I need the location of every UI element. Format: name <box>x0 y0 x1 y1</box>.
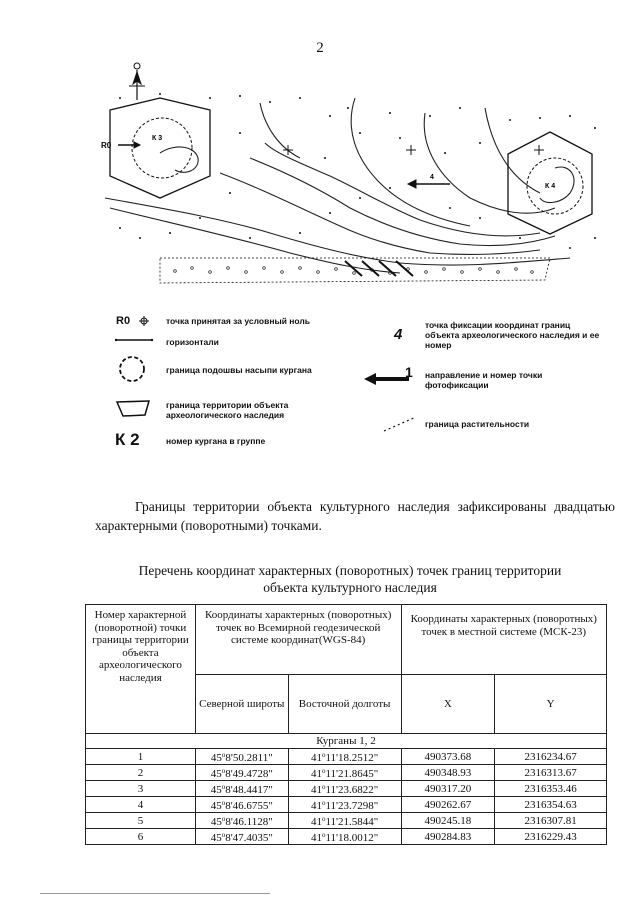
cell-point-number: 4 <box>86 797 196 813</box>
kurgan-base-k3 <box>132 118 192 178</box>
table-row <box>86 781 607 797</box>
cell-y: 2316229.43 <box>495 829 607 845</box>
r0-point-icon <box>118 142 140 148</box>
cell-point-number: 3 <box>86 781 196 797</box>
photo-arrow-icon <box>408 180 450 188</box>
group-label: Курганы 1, 2 <box>86 734 607 749</box>
territory-boundary-k3 <box>110 98 210 198</box>
legend-text-r0: точка принятая за условный ноль <box>166 316 311 326</box>
cell-y: 2316307.81 <box>495 813 607 829</box>
cell-x: 490348.93 <box>401 765 495 781</box>
legend-text-kurgan-number: номер кургана в группе <box>166 436 266 446</box>
cell-x: 490245.18 <box>401 813 495 829</box>
cell-y: 2316353.46 <box>495 781 607 797</box>
kurgan-label-k3: К 3 <box>152 135 163 142</box>
header-wgs-group: Координаты характерных (поворотных) точек во Всемирной геодезической системе координат(WGS-84) <box>195 605 401 675</box>
bottom-rule <box>40 893 270 894</box>
header-y: Y <box>495 674 607 733</box>
kurgan-label-k4: К 4 <box>545 183 556 190</box>
cell-x: 490262.67 <box>401 797 495 813</box>
cell-longitude: 41$^o$11'21.5844" <box>288 813 401 829</box>
contour-line-icon <box>114 334 154 346</box>
table-row <box>86 749 607 765</box>
legend-text-coordinate-point: точка фиксации координат границ объекта археологического наследия и ее номер <box>425 320 600 350</box>
paragraph: Границы территории объекта культурного наследия зафиксированы двадцатью характерными (поворотными) точками. <box>95 499 615 533</box>
legend-text-territory: граница территории объекта археологического наследия <box>166 400 289 420</box>
table-title-line-1: Перечень координат характерных (поворотных) точек границ территории <box>138 563 562 578</box>
cell-longitude: 41$^o$11'21.8645" <box>288 765 401 781</box>
vegetation-boundary-icon <box>382 414 418 434</box>
cell-latitude: 45$^o$8'46.1128" <box>195 813 288 829</box>
cell-point-number: 6 <box>86 829 196 845</box>
topographic-plan <box>100 58 610 293</box>
cross-marks <box>283 145 544 155</box>
cell-latitude: 45$^o$8'49.4728" <box>195 765 288 781</box>
legend-text-vegetation: граница растительности <box>425 419 530 429</box>
legend-symbol-r0: R0 <box>116 315 131 327</box>
legend-symbol-point-4: 4 <box>394 326 403 343</box>
table-title-line-2: объекта культурного наследия <box>263 580 437 595</box>
cell-point-number: 2 <box>86 765 196 781</box>
legend-symbol-photo-1: 1 <box>405 364 413 380</box>
cell-longitude: 41$^o$11'23.7298" <box>288 797 401 813</box>
r0-point-icon <box>139 316 149 326</box>
header-longitude: Восточной долготы <box>288 674 401 733</box>
territory-boundary-icon <box>115 398 153 420</box>
cell-y: 2316313.67 <box>495 765 607 781</box>
header-latitude: Северной широты <box>195 674 288 733</box>
cell-x: 490373.68 <box>401 749 495 765</box>
page-number: 2 <box>316 40 324 56</box>
kurgan-base-icon <box>117 354 147 384</box>
cell-longitude: 41$^o$11'18.2512" <box>288 749 401 765</box>
table-row <box>86 829 607 845</box>
coordinates-table <box>85 604 607 845</box>
table-row <box>86 813 607 829</box>
r0-label: R0 <box>101 141 112 150</box>
cell-x: 490284.83 <box>401 829 495 845</box>
legend-text-kurgan-base: граница подошвы насыпи кургана <box>166 365 312 375</box>
header-point-number: Номер характерной (поворотной) точки границы территории объекта археологического наследия <box>86 605 196 734</box>
cell-y: 2316234.67 <box>495 749 607 765</box>
table-row <box>86 765 607 781</box>
legend-symbol-k2: К 2 <box>115 430 140 449</box>
cell-latitude: 45$^o$8'48.4417" <box>195 781 288 797</box>
table-title <box>100 562 600 596</box>
cell-longitude: 41$^o$11'23.6822" <box>288 781 401 797</box>
vegetation-band <box>160 258 550 283</box>
header-x: X <box>401 674 495 733</box>
cell-latitude: 45$^o$8'47.4035" <box>195 829 288 845</box>
cell-y: 2316354.63 <box>495 797 607 813</box>
north-arrow-icon <box>129 63 145 100</box>
cell-x: 490317.20 <box>401 781 495 797</box>
contour-lines <box>105 98 574 273</box>
legend-text-contours: горизонтали <box>166 337 219 347</box>
cell-point-number: 5 <box>86 813 196 829</box>
photo-arrow-number: 4 <box>430 174 434 181</box>
cell-latitude: 45$^o$8'46.6755" <box>195 797 288 813</box>
table-row <box>86 797 607 813</box>
cell-longitude: 41$^o$11'18.0012" <box>288 829 401 845</box>
legend-text-photo: направление и номер точки фотофиксации <box>425 370 543 390</box>
cell-point-number: 1 <box>86 749 196 765</box>
cell-latitude: 45$^o$8'50.2811" <box>195 749 288 765</box>
header-msk-group: Координаты характерных (поворотных) точек в местной системе (МСК-23) <box>401 605 607 675</box>
